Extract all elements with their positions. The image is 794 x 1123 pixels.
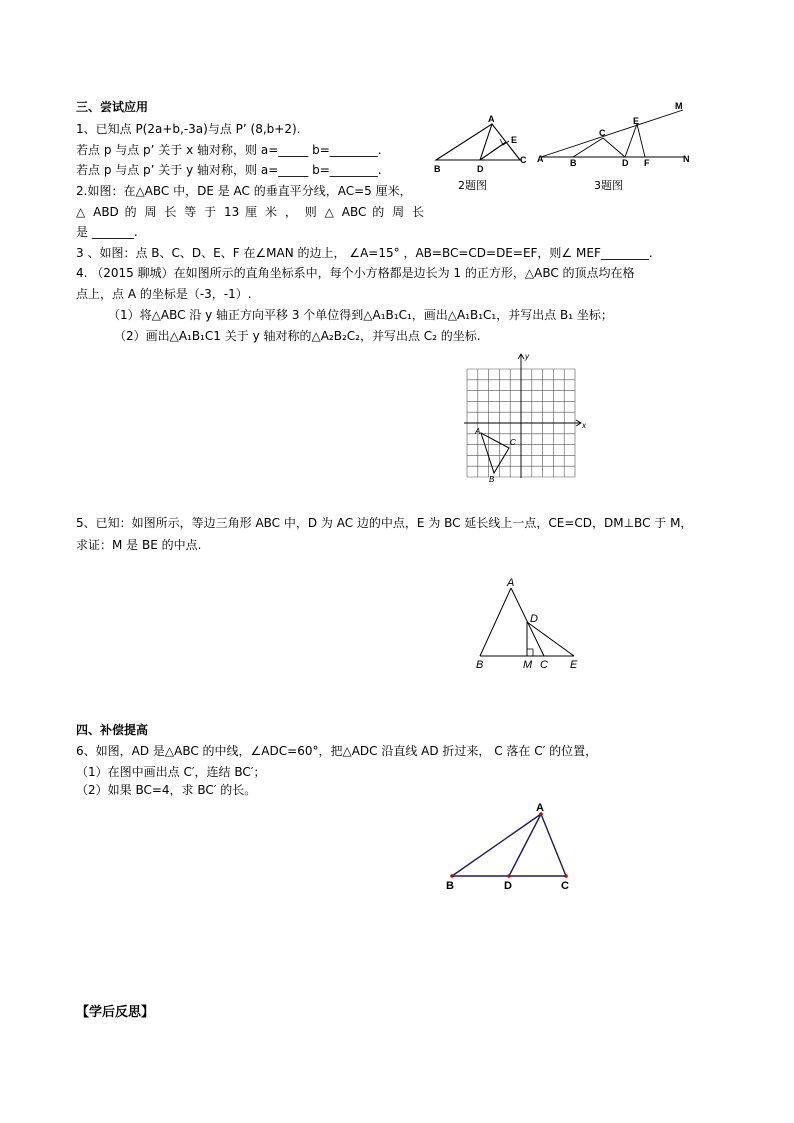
fig2-label-a: A [488,114,495,124]
fig6-diagram [440,800,590,895]
q6-part1: （1）在图中画出点 C′，连结 BC′； [76,765,266,779]
fig5-label-b: B [476,659,484,671]
section4-title: 四、补偿提高 [76,723,149,737]
fig6-point-d [507,874,511,878]
section3-title: 三、尝试应用 [76,100,149,114]
q2-line3: 是 _______. [76,225,138,239]
grid-label-c: C [510,438,516,447]
fig3-label-d: D [622,158,629,168]
fig2-segment-de [480,142,506,160]
fig5-label-a: A [507,577,515,589]
q1-line2: 若点 p 与点 p’ 关于 x 轴对称，则 a=_____ b=________. [76,143,382,157]
q5-line2: 求证：M 是 BE 的中点. [76,538,202,552]
fig5-side-ab [480,588,511,656]
fig2-label-b: B [434,164,441,174]
fig5-label-d: D [530,613,538,625]
fig6-side-ac [541,814,566,876]
grid-label-b: B [489,475,495,484]
fig6-label-c: C [561,880,569,892]
fig6-label-d: D [504,880,512,892]
fig6-median-ad [509,814,541,876]
fig6-side-ab [452,814,541,876]
grid-triangle-abc [481,433,509,473]
fig3-ray-am [541,110,683,157]
fig3-diagram [537,100,697,180]
fig3-label-a: A [537,154,544,164]
fig3-label-m: M [675,101,683,111]
fig5-right-angle-mark [527,649,533,656]
fig3-caption: 3题图 [594,179,623,192]
fig3-label-f: F [644,158,650,168]
q5-line1: 5、已知：如图所示，等边三角形 ABC 中，D 为 AC 边的中点，E 为 BC 延长线上一点，CE=CD，DM⊥BC 于 M， [76,516,693,530]
fig2-label-c: C [520,155,527,165]
fig3-segment-bc [573,138,603,157]
q2-line2: △ ABD 的 周 长 等 于 13 厘 米 ， 则 △ ABC 的 周 长 [76,205,424,219]
fig3-label-b: B [570,158,577,168]
fig5-diagram [470,574,590,674]
q4-line2: 点上，点 A 的坐标是（-3，-1）. [76,287,252,301]
grid-axis-x-label: x [582,421,586,430]
q6-line1: 6、如图，AD 是△ABC 的中线，∠ADC=60°，把△ADC 沿直线 AD 折过来， C 落在 C′ 的位置， [76,744,598,758]
fig5-segment-de [527,622,574,656]
fig3-label-e: E [633,116,640,126]
fig3-segment-ef [637,124,645,157]
q6-part2: （2）如果 BC=4，求 BC′ 的长。 [76,783,257,797]
fig6-label-b: B [446,880,454,892]
reflection-title: 【学后反思】 [76,1005,155,1020]
grid-axis-y-label: y [525,352,529,361]
q1-line3: 若点 p 与点 p’ 关于 y 轴对称，则 a=_____ b=________. [76,163,382,177]
q3-text: 3 、如图：点 B、C、D、E、F 在∠MAN 的边上， ∠A=15° ，AB=BC=CD=DE=EF，则∠ MEF________. [76,246,653,260]
q1-line1: 1、已知点 P(2a+b,-3a)与点 P’ (8,b+2). [76,122,301,136]
q4-part1: （1）将△ABC 沿 y 轴正方向平移 3 个单位得到△A₁B₁C₁，画出△A₁B₁C₁，并写出点 B₁ 坐标； [108,308,613,322]
fig6-label-a: A [536,802,544,814]
fig2-caption: 2题图 [458,179,487,192]
fig3-label-n: N [683,154,690,164]
grid-diagram [462,352,592,484]
fig6-point-b [450,874,454,878]
q2-line1: 2.如图：在△ABC 中，DE 是 AC 的垂直平分线，AC=5 厘米， [76,184,412,198]
fig2-label-e: E [511,135,518,145]
fig5-label-c: C [540,659,548,671]
fig3-label-c: C [599,128,606,138]
grid-label-a: A [475,427,481,436]
fig6-point-c [564,874,568,878]
fig3-segment-cd [603,138,625,157]
q4-part2: （2）画出△A₁B₁C1 关于 y 轴对称的△A₂B₂C₂，并写出点 C₂ 的坐标. [114,329,481,343]
fig2-segment-ad [480,124,492,160]
q4-line1: 4. （2015 聊城）在如图所示的直角坐标系中，每个小方格都是边长为 1 的正方形，△ABC 的顶点均在格 [76,266,635,280]
fig5-label-e: E [570,659,578,671]
fig2-label-d: D [477,164,484,174]
fig5-label-m: M [523,659,533,671]
